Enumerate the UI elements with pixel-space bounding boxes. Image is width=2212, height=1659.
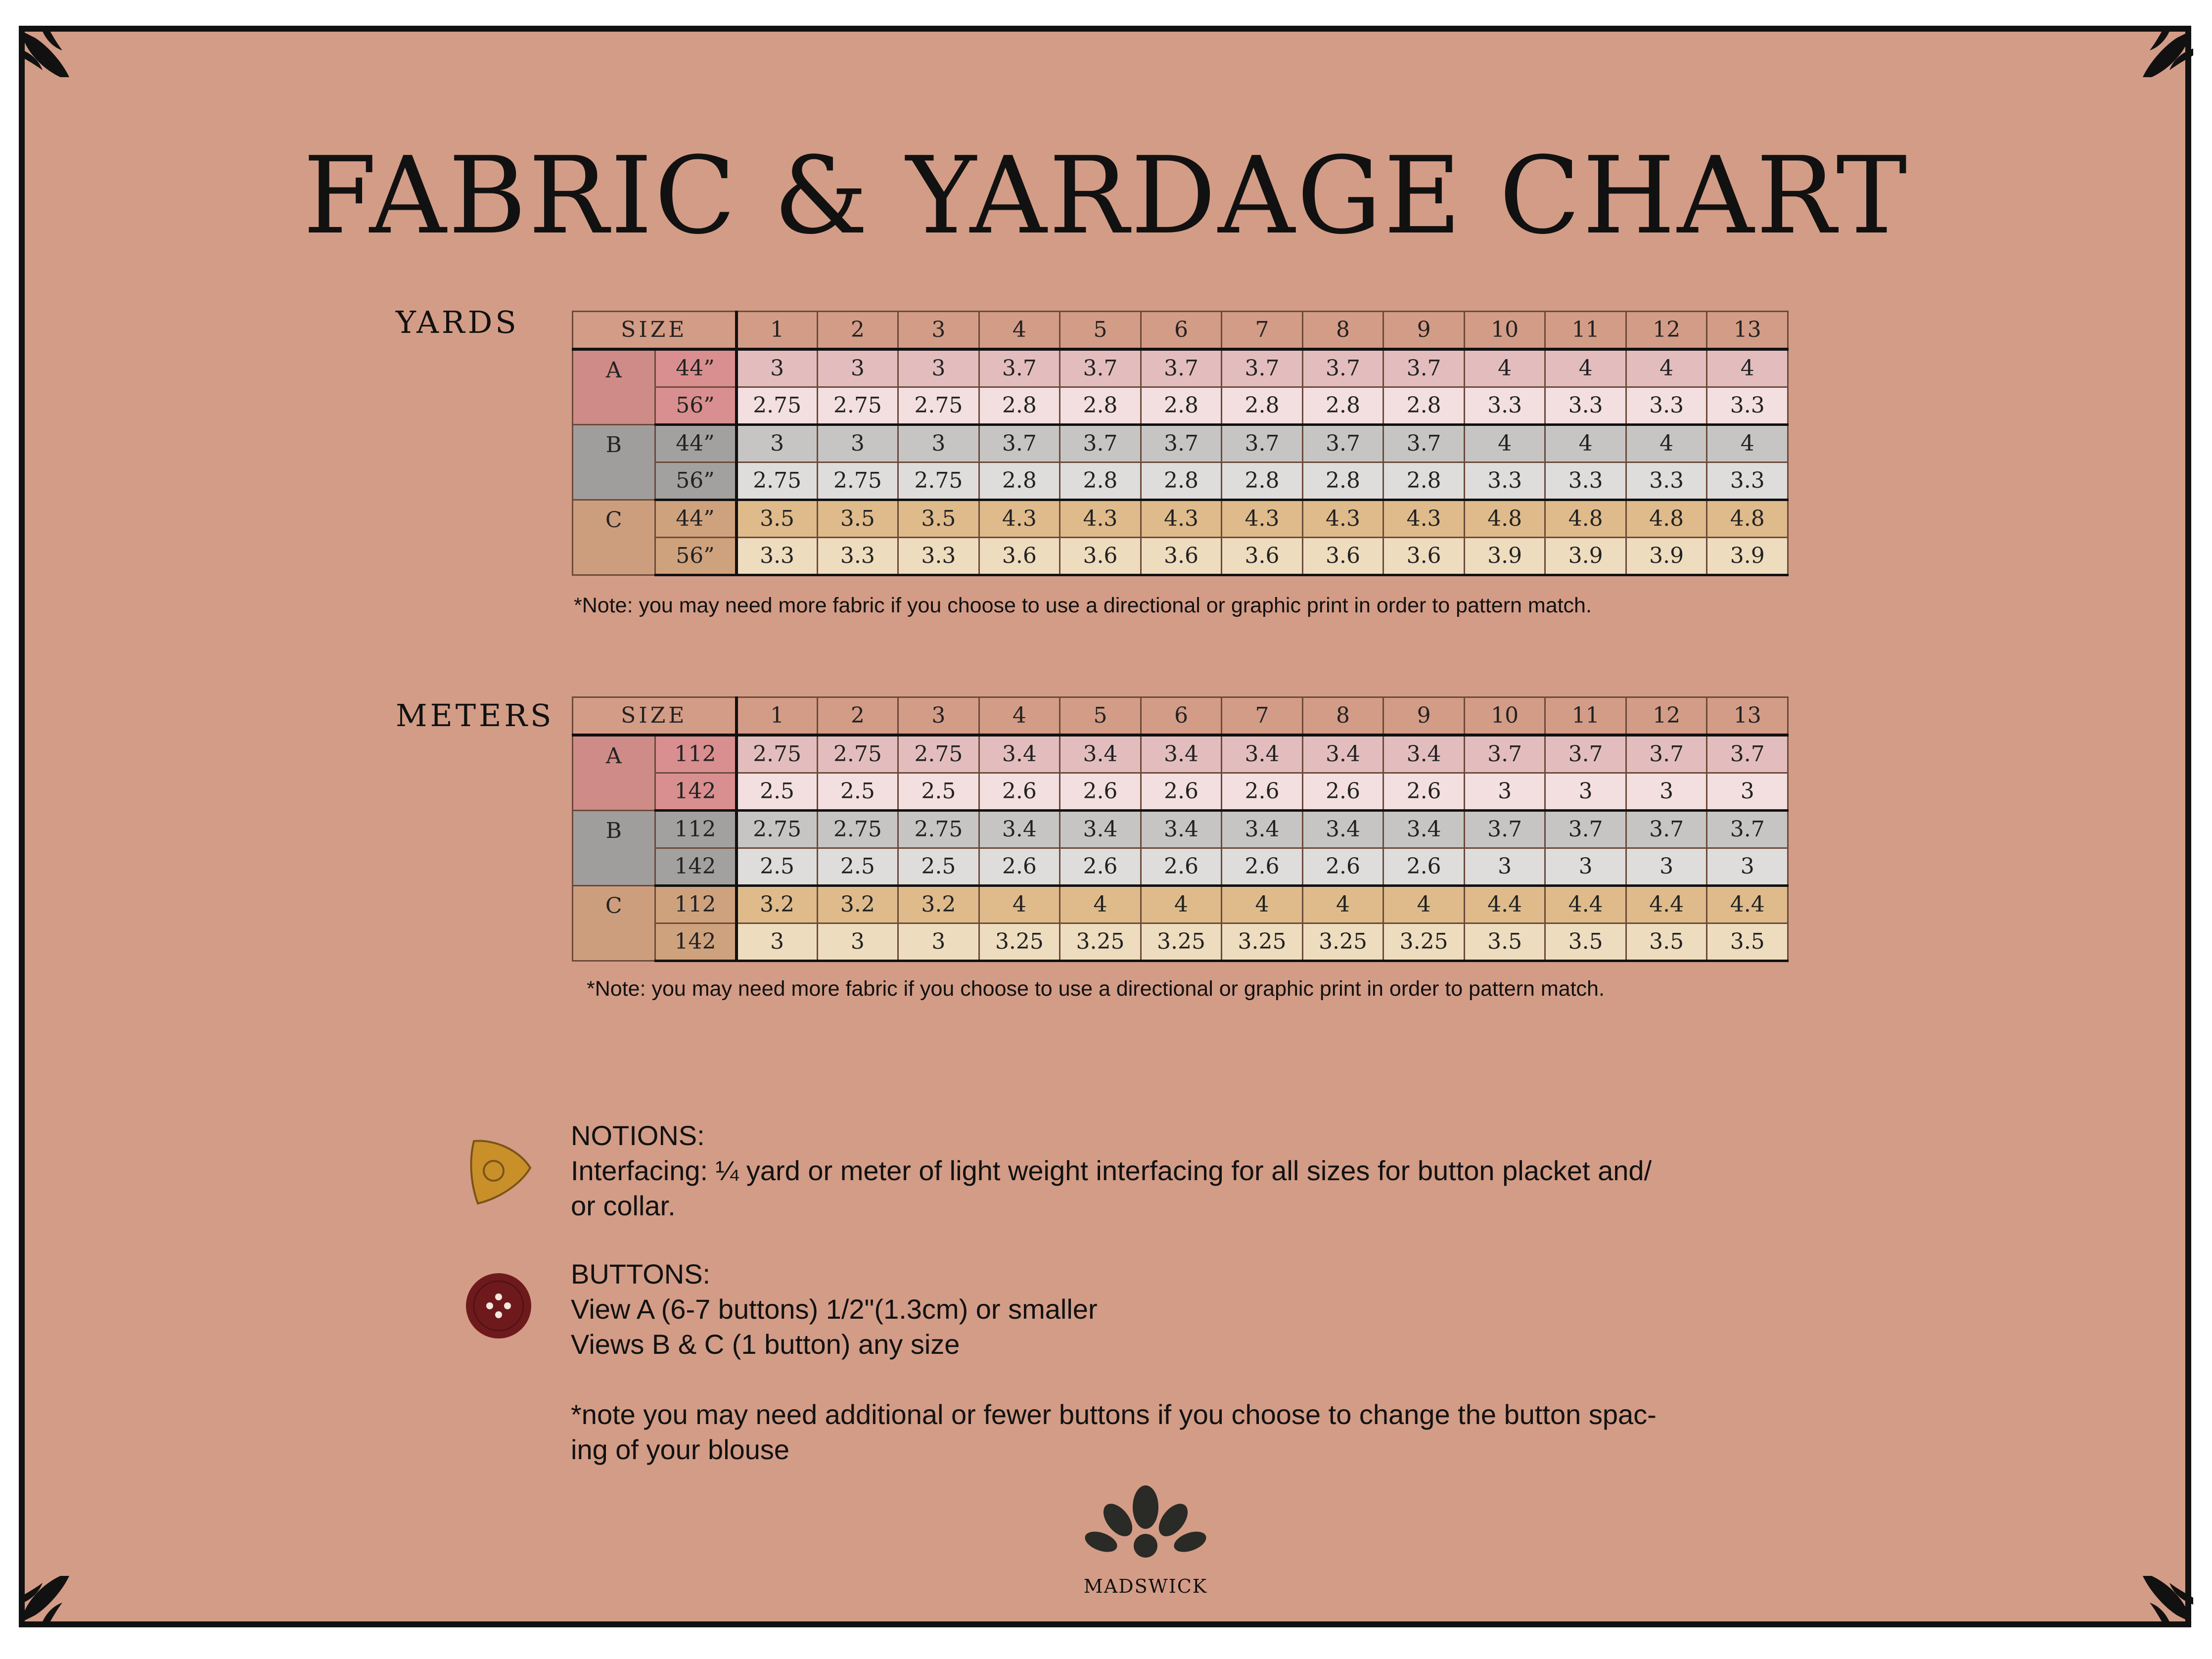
yardage-cell: 4 bbox=[1464, 425, 1545, 462]
notions-heading: NOTIONS: bbox=[571, 1120, 705, 1151]
buttons-note-line: *note you may need additional or fewer buttons if you choose to change the button spac- bbox=[571, 1399, 1657, 1430]
yardage-cell: 3.5 bbox=[1545, 923, 1626, 961]
table-row bbox=[573, 538, 1788, 575]
size-column-header: 10 bbox=[1464, 697, 1545, 736]
yardage-cell: 3.3 bbox=[1707, 387, 1788, 425]
yardage-cell: 2.6 bbox=[979, 773, 1060, 811]
size-column-header: 9 bbox=[1383, 312, 1465, 350]
yardage-cell: 2.5 bbox=[817, 848, 898, 886]
size-header: SIZE bbox=[573, 312, 737, 350]
yardage-cell: 3.3 bbox=[1464, 387, 1545, 425]
fabric-width: 112 bbox=[655, 811, 737, 848]
yardage-cell: 2.6 bbox=[1302, 848, 1383, 886]
yardage-cell: 3.7 bbox=[1141, 349, 1222, 387]
yardage-cell: 4 bbox=[1222, 886, 1303, 923]
yardage-cell: 3 bbox=[898, 349, 979, 387]
yardage-cell: 3 bbox=[817, 425, 898, 462]
yardage-cell: 4.4 bbox=[1626, 886, 1707, 923]
size-column-header: 7 bbox=[1222, 312, 1303, 350]
yardage-cell: 4.3 bbox=[979, 500, 1060, 538]
yardage-cell: 2.8 bbox=[1383, 462, 1465, 500]
fabric-width: 112 bbox=[655, 735, 737, 773]
yardage-cell: 3.2 bbox=[898, 886, 979, 923]
size-column-header: 3 bbox=[898, 312, 979, 350]
yardage-cell: 3.3 bbox=[1545, 462, 1626, 500]
yardage-cell: 3 bbox=[1707, 848, 1788, 886]
yardage-cell: 4 bbox=[1626, 349, 1707, 387]
table-row bbox=[573, 811, 1788, 848]
page-title: FABRIC & YARDAGE CHART bbox=[303, 134, 1909, 258]
yards-note: *Note: you may need more fabric if you choose to use a directional or graphic print in order to pattern match. bbox=[574, 594, 1592, 617]
yardage-cell: 4.3 bbox=[1222, 500, 1303, 538]
madswick-flower-logo-icon bbox=[1081, 1481, 1210, 1568]
brand-name: MADSWICK bbox=[1083, 1575, 1208, 1597]
yardage-cell: 3 bbox=[737, 349, 818, 387]
notions-line: or collar. bbox=[571, 1190, 676, 1221]
meters-label: METERS bbox=[396, 697, 554, 734]
yardage-cell: 3.3 bbox=[898, 538, 979, 575]
view-label: A bbox=[573, 349, 655, 425]
yardage-cell: 3.7 bbox=[1383, 349, 1465, 387]
view-label: B bbox=[573, 425, 655, 500]
yardage-cell: 3.7 bbox=[1222, 425, 1303, 462]
yardage-cell: 3.5 bbox=[737, 500, 818, 538]
yardage-cell: 3.5 bbox=[1626, 923, 1707, 961]
size-column-header: 7 bbox=[1222, 697, 1303, 736]
yardage-cell: 3.2 bbox=[737, 886, 818, 923]
yards-table bbox=[572, 311, 1789, 576]
yardage-cell: 4.8 bbox=[1464, 500, 1545, 538]
yardage-cell: 3.4 bbox=[1302, 811, 1383, 848]
yardage-cell: 2.75 bbox=[817, 811, 898, 848]
button-icon bbox=[464, 1271, 533, 1340]
yardage-cell: 4.4 bbox=[1545, 886, 1626, 923]
yardage-cell: 2.75 bbox=[898, 735, 979, 773]
yardage-cell: 2.75 bbox=[817, 462, 898, 500]
yardage-cell: 4 bbox=[1302, 886, 1383, 923]
yardage-cell: 2.8 bbox=[1141, 462, 1222, 500]
yardage-cell: 4 bbox=[1707, 349, 1788, 387]
yardage-cell: 2.5 bbox=[898, 773, 979, 811]
yardage-cell: 3.6 bbox=[1141, 538, 1222, 575]
size-column-header: 9 bbox=[1383, 697, 1465, 736]
corner-leaf-icon bbox=[2133, 1566, 2197, 1630]
yardage-cell: 3 bbox=[1545, 848, 1626, 886]
yardage-cell: 3.9 bbox=[1545, 538, 1626, 575]
notions-block bbox=[571, 1118, 1708, 1223]
yardage-cell: 3.4 bbox=[1060, 735, 1141, 773]
yardage-cell: 3.7 bbox=[979, 349, 1060, 387]
yardage-cell: 3.4 bbox=[1383, 735, 1465, 773]
yardage-cell: 3.7 bbox=[1222, 349, 1303, 387]
yardage-cell: 4 bbox=[1545, 425, 1626, 462]
yardage-cell: 4 bbox=[1707, 425, 1788, 462]
yardage-cell: 4.3 bbox=[1060, 500, 1141, 538]
yardage-cell: 3 bbox=[817, 923, 898, 961]
yardage-cell: 4 bbox=[1626, 425, 1707, 462]
yardage-cell: 2.6 bbox=[1141, 773, 1222, 811]
yardage-cell: 3.9 bbox=[1707, 538, 1788, 575]
yardage-cell: 4.3 bbox=[1383, 500, 1465, 538]
size-column-header: 4 bbox=[979, 697, 1060, 736]
size-column-header: 10 bbox=[1464, 312, 1545, 350]
yardage-cell: 3.7 bbox=[1626, 735, 1707, 773]
yardage-cell: 2.5 bbox=[817, 773, 898, 811]
yardage-cell: 2.8 bbox=[1141, 387, 1222, 425]
size-column-header: 2 bbox=[817, 697, 898, 736]
yardage-cell: 2.8 bbox=[979, 387, 1060, 425]
yardage-cell: 2.6 bbox=[1302, 773, 1383, 811]
yardage-cell: 3.4 bbox=[1141, 811, 1222, 848]
yardage-cell: 3.6 bbox=[1060, 538, 1141, 575]
yardage-cell: 4 bbox=[1383, 886, 1465, 923]
yardage-cell: 3 bbox=[737, 923, 818, 961]
yardage-cell: 3.7 bbox=[1302, 425, 1383, 462]
size-column-header: 13 bbox=[1707, 697, 1788, 736]
fabric-width: 44” bbox=[655, 425, 737, 462]
fabric-width: 142 bbox=[655, 848, 737, 886]
fabric-width: 56” bbox=[655, 387, 737, 425]
yardage-cell: 2.8 bbox=[1060, 387, 1141, 425]
view-label: B bbox=[573, 811, 655, 886]
yardage-cell: 3.7 bbox=[1060, 425, 1141, 462]
buttons-block bbox=[571, 1256, 1708, 1467]
yardage-cell: 3 bbox=[1626, 848, 1707, 886]
fabric-width: 112 bbox=[655, 886, 737, 923]
size-column-header: 6 bbox=[1141, 312, 1222, 350]
fabric-width: 44” bbox=[655, 349, 737, 387]
buttons-line: View A (6-7 buttons) 1/2"(1.3cm) or smaller bbox=[571, 1293, 1098, 1325]
yardage-cell: 3.5 bbox=[1464, 923, 1545, 961]
yardage-cell: 3.3 bbox=[1626, 462, 1707, 500]
size-column-header: 13 bbox=[1707, 312, 1788, 350]
yardage-cell: 2.6 bbox=[1383, 848, 1465, 886]
table-row bbox=[573, 735, 1788, 773]
yardage-cell: 2.6 bbox=[1383, 773, 1465, 811]
table-row bbox=[573, 425, 1788, 462]
yardage-cell: 3.7 bbox=[1141, 425, 1222, 462]
yardage-cell: 3.7 bbox=[1464, 811, 1545, 848]
yardage-cell: 4.8 bbox=[1707, 500, 1788, 538]
yardage-cell: 3.3 bbox=[1707, 462, 1788, 500]
yardage-cell: 3.5 bbox=[817, 500, 898, 538]
yardage-cell: 3 bbox=[1707, 773, 1788, 811]
yardage-cell: 4 bbox=[979, 886, 1060, 923]
yardage-cell: 3 bbox=[1464, 773, 1545, 811]
table-row bbox=[573, 349, 1788, 387]
fabric-width: 142 bbox=[655, 923, 737, 961]
corner-leaf-icon bbox=[15, 1566, 79, 1630]
yardage-cell: 3.9 bbox=[1626, 538, 1707, 575]
yardage-cell: 2.8 bbox=[1222, 462, 1303, 500]
table-row bbox=[573, 886, 1788, 923]
yardage-cell: 3 bbox=[898, 923, 979, 961]
yardage-cell: 3.6 bbox=[979, 538, 1060, 575]
yardage-cell: 3.2 bbox=[817, 886, 898, 923]
yardage-cell: 2.8 bbox=[1302, 462, 1383, 500]
size-column-header: 11 bbox=[1545, 312, 1626, 350]
yardage-cell: 3.7 bbox=[1464, 735, 1545, 773]
yardage-cell: 3.4 bbox=[1222, 811, 1303, 848]
size-column-header: 11 bbox=[1545, 697, 1626, 736]
yardage-cell: 3 bbox=[1545, 773, 1626, 811]
yardage-cell: 4 bbox=[1464, 349, 1545, 387]
yardage-cell: 4 bbox=[1060, 886, 1141, 923]
yardage-cell: 2.75 bbox=[737, 462, 818, 500]
fabric-width: 44” bbox=[655, 500, 737, 538]
yardage-cell: 2.75 bbox=[817, 387, 898, 425]
yardage-cell: 2.6 bbox=[1060, 773, 1141, 811]
yardage-cell: 4.3 bbox=[1141, 500, 1222, 538]
yardage-cell: 3.4 bbox=[1383, 811, 1465, 848]
yardage-cell: 3.7 bbox=[1383, 425, 1465, 462]
size-column-header: 5 bbox=[1060, 312, 1141, 350]
yardage-cell: 2.75 bbox=[898, 462, 979, 500]
yards-label: YARDS bbox=[396, 304, 519, 340]
meters-table bbox=[572, 696, 1789, 962]
buttons-note-line: ing of your blouse bbox=[571, 1434, 790, 1465]
yardage-cell: 3.5 bbox=[1707, 923, 1788, 961]
yardage-cell: 2.75 bbox=[737, 387, 818, 425]
yardage-cell: 2.6 bbox=[1141, 848, 1222, 886]
yardage-cell: 2.8 bbox=[1222, 387, 1303, 425]
view-label: C bbox=[573, 500, 655, 575]
yardage-cell: 4 bbox=[1545, 349, 1626, 387]
yardage-cell: 2.6 bbox=[1222, 773, 1303, 811]
yardage-cell: 3.7 bbox=[1545, 735, 1626, 773]
fabric-width: 56” bbox=[655, 462, 737, 500]
yardage-cell: 3.7 bbox=[1626, 811, 1707, 848]
notions-line: Interfacing: ¼ yard or meter of light weight interfacing for all sizes for button placket and/ bbox=[571, 1155, 1652, 1186]
yardage-cell: 3.4 bbox=[1302, 735, 1383, 773]
size-column-header: 5 bbox=[1060, 697, 1141, 736]
yardage-cell: 4 bbox=[1141, 886, 1222, 923]
yardage-cell: 4.4 bbox=[1707, 886, 1788, 923]
size-column-header: 12 bbox=[1626, 697, 1707, 736]
size-header: SIZE bbox=[573, 697, 737, 736]
meters-note: *Note: you may need more fabric if you choose to use a directional or graphic print in order to pattern match. bbox=[587, 977, 1605, 1001]
yardage-cell: 2.6 bbox=[1060, 848, 1141, 886]
yardage-cell: 3.4 bbox=[1141, 735, 1222, 773]
yardage-cell: 3.6 bbox=[1222, 538, 1303, 575]
yardage-cell: 3.7 bbox=[1707, 811, 1788, 848]
yardage-cell: 3.4 bbox=[1060, 811, 1141, 848]
yardage-cell: 2.8 bbox=[1302, 387, 1383, 425]
table-row bbox=[573, 387, 1788, 425]
yardage-cell: 3.3 bbox=[1464, 462, 1545, 500]
yardage-cell: 2.8 bbox=[1383, 387, 1465, 425]
size-column-header: 1 bbox=[737, 312, 818, 350]
yardage-cell: 3.3 bbox=[1626, 387, 1707, 425]
table-row bbox=[573, 462, 1788, 500]
yardage-cell: 3 bbox=[898, 425, 979, 462]
size-column-header: 2 bbox=[817, 312, 898, 350]
yardage-cell: 3.7 bbox=[1302, 349, 1383, 387]
view-label: C bbox=[573, 886, 655, 961]
yardage-cell: 3.4 bbox=[979, 811, 1060, 848]
table-row bbox=[573, 500, 1788, 538]
yardage-cell: 2.5 bbox=[898, 848, 979, 886]
yardage-cell: 2.75 bbox=[817, 735, 898, 773]
yardage-cell: 3.25 bbox=[1222, 923, 1303, 961]
yardage-cell: 3.7 bbox=[1545, 811, 1626, 848]
tailor-chalk-icon bbox=[465, 1135, 537, 1207]
yardage-cell: 2.75 bbox=[898, 387, 979, 425]
yardage-cell: 2.8 bbox=[979, 462, 1060, 500]
size-column-header: 6 bbox=[1141, 697, 1222, 736]
size-column-header: 8 bbox=[1302, 312, 1383, 350]
corner-leaf-icon bbox=[2133, 23, 2197, 87]
yardage-cell: 3.3 bbox=[817, 538, 898, 575]
yardage-cell: 4.8 bbox=[1545, 500, 1626, 538]
fabric-width: 142 bbox=[655, 773, 737, 811]
yardage-cell: 4.4 bbox=[1464, 886, 1545, 923]
yardage-cell: 3 bbox=[737, 425, 818, 462]
yardage-cell: 3.7 bbox=[1707, 735, 1788, 773]
yardage-cell: 2.75 bbox=[737, 735, 818, 773]
yardage-cell: 3.5 bbox=[898, 500, 979, 538]
size-column-header: 4 bbox=[979, 312, 1060, 350]
size-column-header: 3 bbox=[898, 697, 979, 736]
yardage-cell: 3.7 bbox=[979, 425, 1060, 462]
yardage-cell: 3.25 bbox=[1302, 923, 1383, 961]
yardage-cell: 3 bbox=[1464, 848, 1545, 886]
size-column-header: 1 bbox=[737, 697, 818, 736]
table-row bbox=[573, 848, 1788, 886]
yardage-cell: 3.4 bbox=[1222, 735, 1303, 773]
table-row bbox=[573, 773, 1788, 811]
yardage-cell: 3.4 bbox=[979, 735, 1060, 773]
yardage-cell: 3 bbox=[817, 349, 898, 387]
yardage-cell: 3.6 bbox=[1383, 538, 1465, 575]
size-column-header: 8 bbox=[1302, 697, 1383, 736]
yardage-cell: 2.8 bbox=[1060, 462, 1141, 500]
table-row bbox=[573, 923, 1788, 961]
yardage-cell: 3 bbox=[1626, 773, 1707, 811]
view-label: A bbox=[573, 735, 655, 811]
size-column-header: 12 bbox=[1626, 312, 1707, 350]
yardage-cell: 2.5 bbox=[737, 848, 818, 886]
yardage-cell: 3.3 bbox=[737, 538, 818, 575]
yardage-cell: 2.6 bbox=[1222, 848, 1303, 886]
yardage-cell: 3.25 bbox=[1141, 923, 1222, 961]
yardage-cell: 3.25 bbox=[979, 923, 1060, 961]
yardage-cell: 3.3 bbox=[1545, 387, 1626, 425]
buttons-line: Views B & C (1 button) any size bbox=[571, 1329, 960, 1360]
yardage-cell: 3.7 bbox=[1060, 349, 1141, 387]
yardage-cell: 4.3 bbox=[1302, 500, 1383, 538]
yardage-cell: 3.6 bbox=[1302, 538, 1383, 575]
yardage-cell: 2.75 bbox=[737, 811, 818, 848]
yardage-cell: 2.6 bbox=[979, 848, 1060, 886]
yardage-cell: 3.25 bbox=[1060, 923, 1141, 961]
yardage-cell: 3.9 bbox=[1464, 538, 1545, 575]
yardage-cell: 2.75 bbox=[898, 811, 979, 848]
yardage-cell: 2.5 bbox=[737, 773, 818, 811]
buttons-heading: BUTTONS: bbox=[571, 1258, 711, 1290]
fabric-width: 56” bbox=[655, 538, 737, 575]
yardage-cell: 3.25 bbox=[1383, 923, 1465, 961]
yardage-cell: 4.8 bbox=[1626, 500, 1707, 538]
corner-leaf-icon bbox=[15, 23, 79, 87]
